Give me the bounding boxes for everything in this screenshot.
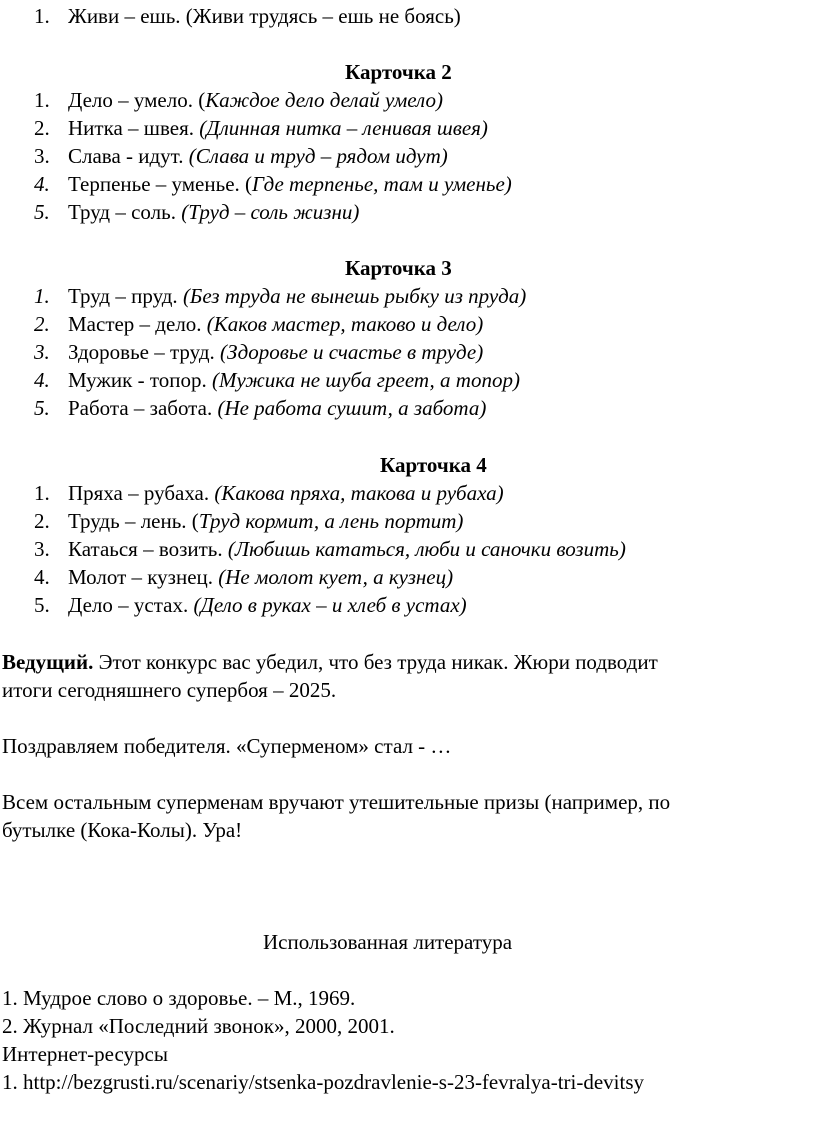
proverb-short: Дело – умело. (	[68, 88, 206, 112]
list-number: 1.	[34, 88, 50, 112]
proverb-line	[68, 563, 453, 591]
list-number: 5.	[34, 396, 50, 420]
host-label: Ведущий.	[2, 650, 94, 674]
proverb-short: Дело – устах.	[68, 593, 194, 617]
proverb-full: (Дело в руках – и хлеб в устах)	[193, 593, 467, 617]
proverb-short: Здоровье – труд.	[68, 340, 221, 364]
list-number: 3.	[34, 537, 50, 561]
proverb-short: Катаься – возить.	[68, 537, 228, 561]
list-number: 3.	[34, 144, 50, 168]
proverb-line	[68, 282, 526, 310]
proverb-full: (Длинная нитка – ленивая швея)	[199, 116, 488, 140]
list-number: 5.	[34, 200, 50, 224]
list-number: 5.	[34, 593, 50, 617]
proverb-short: Мужик - топор.	[68, 368, 212, 392]
proverb-full: (Мужика не шуба греет, а топор)	[211, 368, 520, 392]
proverb-full: (Не работа сушит, а забота)	[217, 396, 487, 420]
host-paragraph-line-2: итоги сегодняшнего супербоя – 2025.	[2, 678, 337, 702]
list-number: 4.	[34, 172, 50, 196]
proverb-short: Трудь – лень. (	[68, 509, 199, 533]
proverb-short: Труд – пруд.	[68, 284, 183, 308]
list-number: 2.	[34, 509, 50, 533]
proverb-line	[68, 535, 626, 563]
proverb-line	[68, 479, 504, 507]
proverb-line	[68, 86, 443, 114]
proverb-line	[68, 310, 483, 338]
list-number: 4.	[34, 368, 50, 392]
proverb-short: Слава - идут.	[68, 144, 189, 168]
card-3-title: Карточка 3	[345, 256, 452, 280]
proverb-full: Труд кормит, а лень портит)	[198, 509, 464, 533]
literature-item: 1. Мудрое слово о здоровье. – М., 1969.	[2, 986, 356, 1010]
proverb-full: (Какова пряха, такова и рубаха)	[214, 481, 504, 505]
proverb-short: Мастер – дело.	[68, 312, 207, 336]
proverb-full: (Каков мастер, таково и дело)	[206, 312, 484, 336]
proverb-full: (Слава и труд – рядом идут)	[188, 144, 448, 168]
proverb-line	[68, 338, 483, 366]
card-4-title: Карточка 4	[380, 453, 487, 477]
literature-item: 2. Журнал «Последний звонок», 2000, 2001.	[2, 1014, 395, 1038]
card-2-title: Карточка 2	[345, 60, 452, 84]
proverb-full: (Не молот кует, а кузнец)	[218, 565, 454, 589]
list-number: 1.	[34, 4, 50, 28]
proverb-short: Терпенье – уменье. (	[68, 172, 253, 196]
proverb-short: Пряха – рубаха.	[68, 481, 215, 505]
list-number: 2.	[34, 312, 50, 336]
host-text: Этот конкурс вас убедил, что без труда никак. Жюри подводит	[93, 650, 658, 674]
internet-link[interactable]: 1. http://bezgrusti.ru/scenariy/stsenka-pozdravlenie-s-23-fevralya-tri-devitsy	[2, 1070, 645, 1094]
proverb-full: (Труд – соль жизни)	[181, 200, 360, 224]
proverb-full: (Без труда не вынешь рыбку из пруда)	[182, 284, 527, 308]
list-number: 2.	[34, 116, 50, 140]
proverb-line	[68, 170, 512, 198]
proverb-line: Живи – ешь. (Живи трудясь – ешь не боясь)	[68, 4, 461, 28]
proverb-full: Где терпенье, там и уменье)	[252, 172, 512, 196]
list-number: 3.	[34, 340, 50, 364]
proverb-full: (Любишь кататься, люби и саночки возить)	[227, 537, 626, 561]
list-number: 1.	[34, 284, 50, 308]
list-number: 1.	[34, 481, 50, 505]
literature-title: Использованная литература	[263, 930, 513, 954]
proverb-line	[68, 507, 463, 535]
prizes-line-2: бутылке (Кока-Колы). Ура!	[2, 818, 243, 842]
proverb-line	[68, 366, 520, 394]
list-number: 4.	[34, 565, 50, 589]
internet-resources-label: Интернет-ресурсы	[2, 1042, 168, 1066]
proverb-short: Молот – кузнец.	[68, 565, 219, 589]
congrats-line: Поздравляем победителя. «Суперменом» стал - …	[2, 734, 452, 758]
proverb-full: (Здоровье и счастье в труде)	[220, 340, 484, 364]
proverb-short: Работа – забота.	[68, 396, 218, 420]
prizes-line-1: Всем остальным суперменам вручают утешительные призы (например, по	[2, 790, 671, 814]
proverb-line	[68, 198, 359, 226]
proverb-line	[68, 142, 448, 170]
proverb-line	[68, 114, 488, 142]
host-paragraph-line-1	[2, 648, 658, 676]
proverb-short: Труд – соль.	[68, 200, 182, 224]
proverb-full: Каждое дело делай умело)	[205, 88, 443, 112]
proverb-line	[68, 394, 486, 422]
proverb-line	[68, 591, 467, 619]
proverb-short: Нитка – швея.	[68, 116, 200, 140]
